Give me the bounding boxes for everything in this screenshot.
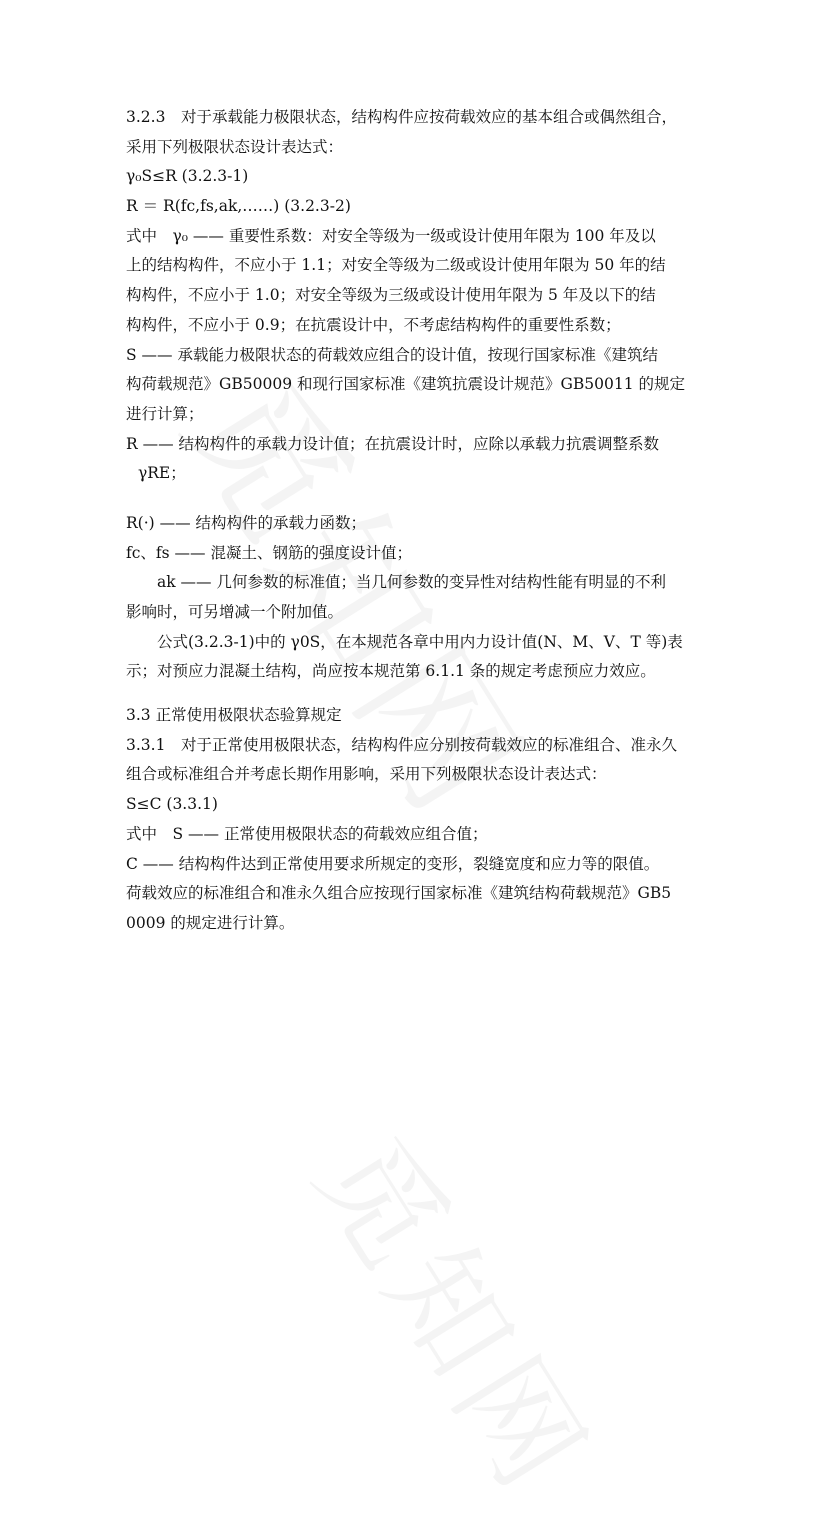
paragraph-line: 构荷载规范》GB50009 和现行国家标准《建筑抗震设计规范》GB50011 的规定 [126, 375, 686, 394]
paragraph-line: 构构件，不应小于 1.0；对安全等级为三级或设计使用年限为 5 年及以下的结 [126, 286, 656, 305]
paragraph-line: 上的结构构件，不应小于 1.1；对安全等级为二级或设计使用年限为 50 年的结 [126, 256, 666, 275]
watermark-lower [284, 1100, 637, 1522]
paragraph-line: fc、fs —— 混凝土、钢筋的强度设计值； [126, 543, 412, 562]
paragraph-line: 构构件，不应小于 0.9；在抗震设计中，不考虑结构构件的重要性系数； [126, 315, 621, 334]
paragraph-line: 示；对预应力混凝土结构，尚应按本规范第 6.1.1 条的规定考虑预应力效应。 [126, 662, 656, 681]
paragraph-line: C —— 结构构件达到正常使用要求所规定的变形，裂缝宽度和应力等的限值。 [126, 854, 660, 873]
section-3-3 [126, 701, 716, 939]
paragraph-line: 荷载效应的标准组合和准永久组合应按现行国家标准《建筑结构荷载规范》GB5 [126, 884, 672, 903]
formula-3-2-3-1: γ₀S≤R (3.2.3-1) [126, 167, 249, 186]
paragraph-line: 组合或标准组合并考虑长期作用影响，采用下列极限状态设计表达式： [126, 765, 607, 784]
paragraph-line: 3.2.3 对于承载能力极限状态，结构构件应按荷载效应的基本组合或偶然组合， [126, 108, 677, 126]
paragraph-line: 采用下列极限状态设计表达式： [126, 137, 344, 156]
paragraph-line: γRE； [138, 464, 186, 483]
paragraph-line: 进行计算； [126, 404, 204, 423]
paragraph-line: 公式(3.2.3-1)中的 γ0S，在本规范各章中用内力设计值(N、M、V、T 等)表 [157, 632, 683, 651]
paragraph-line: R(·) —— 结构构件的承载力函数； [126, 513, 367, 532]
paragraph-line: S —— 承载能力极限状态的荷载效应组合的设计值，按现行国家标准《建筑结 [126, 345, 658, 364]
spacer [126, 687, 716, 701]
paragraph-line: 式中 γ₀ —— 重要性系数：对安全等级为一级或设计使用年限为 100 年及以 [126, 226, 656, 245]
spacer [126, 489, 716, 509]
paragraph-line: 3.3.1 对于正常使用极限状态，结构构件应分别按荷载效应的标准组合、准永久 [126, 735, 677, 754]
formula-3-2-3-2: R ＝ R(fc,fs,ak,……) (3.2.3-2) [126, 197, 351, 216]
paragraph-line: R —— 结构构件的承载力设计值；在抗震设计时，应除以承载力抗震调整系数 [126, 434, 660, 453]
document-body [126, 103, 716, 939]
section-heading: 3.3 正常使用极限状态验算规定 [126, 706, 342, 725]
paragraph-line: 0009 的规定进行计算。 [126, 913, 295, 932]
paragraph-line: 影响时，可另增减一个附加值。 [126, 603, 344, 621]
section-3-2-3 [126, 103, 716, 687]
formula-3-3-1: S≤C (3.3.1) [126, 795, 218, 814]
paragraph-line: ak —— 几何参数的标准值；当几何参数的变异性对结构性能有明显的不利 [157, 573, 666, 592]
paragraph-line: 式中 S —— 正常使用极限状态的荷载效应组合值； [126, 824, 488, 843]
